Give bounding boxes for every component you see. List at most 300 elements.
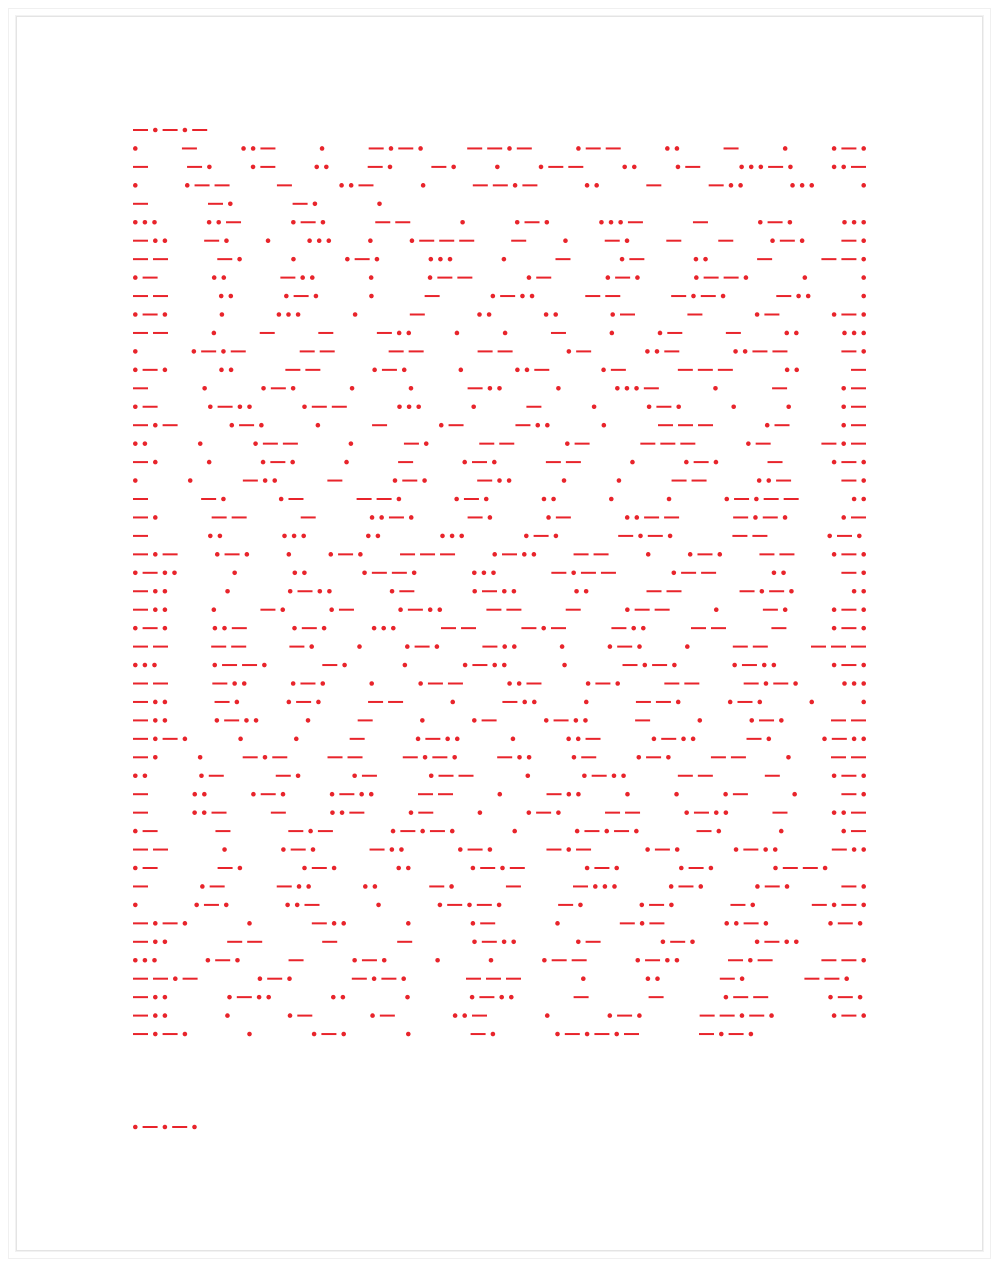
dash-mark	[459, 775, 474, 777]
dot-mark	[841, 423, 846, 428]
dot-mark	[681, 737, 686, 742]
dot-mark	[744, 275, 749, 280]
dot-mark	[488, 386, 493, 391]
dot-mark	[133, 829, 138, 834]
morse-line	[133, 1013, 866, 1018]
dot-mark	[635, 515, 640, 520]
dot-mark	[793, 681, 798, 686]
dot-mark	[212, 663, 217, 668]
dash-mark	[377, 498, 392, 500]
dash-mark	[133, 683, 148, 685]
dash-mark	[768, 221, 783, 223]
dot-mark	[133, 146, 138, 151]
dot-mark	[612, 884, 617, 889]
dot-mark	[525, 773, 530, 778]
dash-mark	[288, 830, 303, 832]
dot-mark	[784, 940, 789, 945]
dot-mark	[133, 663, 138, 668]
dot-mark	[253, 441, 258, 446]
dash-mark	[298, 590, 313, 592]
dot-mark	[462, 460, 467, 465]
dash-mark	[841, 147, 856, 149]
dot-mark	[790, 183, 795, 188]
dot-mark	[153, 589, 158, 594]
dash-mark	[594, 867, 609, 869]
dot-mark	[592, 404, 597, 409]
dot-mark	[370, 1013, 375, 1018]
dash-mark	[821, 443, 836, 445]
dash-mark	[691, 627, 706, 629]
dot-mark	[294, 737, 299, 742]
dash-mark	[499, 443, 514, 445]
dot-mark	[585, 866, 590, 871]
dot-mark	[507, 146, 512, 151]
dash-mark	[267, 978, 282, 980]
dash-mark	[209, 775, 224, 777]
dash-mark	[635, 609, 650, 611]
dot-mark	[491, 1032, 496, 1037]
dot-mark	[192, 1125, 197, 1130]
dash-mark	[759, 719, 774, 721]
dash-mark	[831, 646, 846, 648]
dash-mark	[468, 387, 483, 389]
dot-mark	[614, 866, 619, 871]
dash-mark	[841, 461, 856, 463]
dot-mark	[583, 718, 588, 723]
dot-mark	[369, 275, 374, 280]
dash-mark	[601, 572, 616, 574]
dash-mark	[555, 258, 570, 260]
dot-mark	[762, 663, 767, 668]
dot-mark	[133, 368, 138, 373]
dash-mark	[611, 627, 626, 629]
morse-line	[133, 257, 866, 262]
dot-mark	[143, 958, 148, 963]
dash-mark	[468, 849, 483, 851]
dash-mark	[566, 461, 581, 463]
dash-mark	[153, 646, 168, 648]
dot-mark	[213, 626, 218, 631]
dash-mark	[718, 369, 733, 371]
dash-mark	[260, 166, 275, 168]
dash-mark	[525, 221, 540, 223]
dot-mark	[608, 1013, 613, 1018]
dash-mark	[212, 683, 227, 685]
dot-mark	[803, 275, 808, 280]
dot-mark	[758, 220, 763, 225]
morse-line	[133, 294, 866, 299]
dot-mark	[477, 312, 482, 317]
dot-mark	[781, 571, 786, 576]
dot-mark	[601, 368, 606, 373]
dot-mark	[133, 626, 138, 631]
dash-mark	[449, 424, 464, 426]
dot-mark	[517, 755, 522, 760]
dash-mark	[841, 258, 856, 260]
dot-mark	[640, 903, 645, 908]
dot-mark	[261, 460, 266, 465]
dot-mark	[153, 737, 158, 742]
dot-mark	[440, 534, 445, 539]
dash-mark	[551, 572, 566, 574]
dash-mark	[133, 996, 148, 998]
dot-mark	[163, 700, 168, 705]
dash-mark	[232, 627, 247, 629]
dash-mark	[556, 516, 571, 518]
dot-mark	[396, 866, 401, 871]
dash-mark	[756, 443, 771, 445]
dot-mark	[828, 995, 833, 1000]
dash-mark	[780, 240, 795, 242]
dot-mark	[453, 1013, 458, 1018]
dash-mark	[201, 350, 216, 352]
dash-mark	[733, 793, 748, 795]
dot-mark	[455, 737, 460, 742]
dot-mark	[487, 312, 492, 317]
dot-mark	[509, 995, 514, 1000]
dash-mark	[231, 646, 246, 648]
dash-mark	[143, 830, 158, 832]
dash-mark	[260, 147, 275, 149]
dash-mark	[195, 184, 210, 186]
dash-mark	[635, 719, 650, 721]
dash-mark	[649, 922, 664, 924]
dash-mark	[536, 812, 551, 814]
dash-mark	[511, 240, 526, 242]
dash-mark	[572, 959, 587, 961]
dash-mark	[743, 849, 758, 851]
dash-mark	[526, 683, 541, 685]
dot-mark	[163, 1125, 168, 1130]
dot-mark	[507, 478, 512, 483]
dot-mark	[258, 976, 263, 981]
dash-mark	[441, 627, 456, 629]
dot-mark	[861, 238, 866, 243]
dot-mark	[393, 478, 398, 483]
dash-mark	[851, 166, 866, 168]
dash-mark	[551, 627, 566, 629]
morse-line	[133, 995, 862, 1000]
dot-mark	[861, 497, 866, 502]
dash-mark	[742, 664, 757, 666]
dash-mark	[701, 295, 716, 297]
dot-mark	[565, 441, 570, 446]
dash-mark	[851, 387, 866, 389]
dot-mark	[585, 183, 590, 188]
dash-mark	[294, 295, 309, 297]
dot-mark	[724, 810, 729, 815]
dash-mark	[769, 590, 784, 592]
dot-mark	[492, 663, 497, 668]
dot-mark	[322, 626, 327, 631]
dash-mark	[261, 793, 276, 795]
dot-mark	[861, 663, 866, 668]
dash-mark	[204, 904, 219, 906]
dot-mark	[309, 644, 314, 649]
dash-mark	[133, 756, 148, 758]
dot-mark	[198, 441, 203, 446]
dash-mark	[380, 1015, 395, 1017]
dot-mark	[391, 829, 396, 834]
dot-mark	[406, 331, 411, 336]
dash-mark	[312, 922, 327, 924]
dot-mark	[666, 755, 671, 760]
dot-mark	[220, 312, 225, 317]
dot-mark	[308, 829, 313, 834]
dot-mark	[183, 921, 188, 926]
dot-mark	[556, 810, 561, 815]
dash-mark	[482, 719, 497, 721]
dash-mark	[566, 609, 581, 611]
dot-mark	[133, 349, 138, 354]
dot-mark	[458, 847, 463, 852]
dash-mark	[649, 996, 664, 998]
dash-mark	[182, 147, 197, 149]
dot-mark	[389, 146, 394, 151]
dot-mark	[429, 773, 434, 778]
dash-mark	[664, 350, 679, 352]
dot-mark	[852, 847, 857, 852]
dash-mark	[192, 129, 207, 131]
dash-mark	[382, 369, 397, 371]
morse-line	[133, 183, 866, 188]
dot-mark	[402, 368, 407, 373]
dash-mark	[586, 738, 601, 740]
dot-mark	[734, 847, 739, 852]
dot-mark	[530, 294, 535, 299]
dash-mark	[628, 221, 643, 223]
dot-mark	[691, 294, 696, 299]
dot-mark	[717, 829, 722, 834]
dot-mark	[828, 921, 833, 926]
dash-mark	[765, 885, 780, 887]
dash-mark	[431, 166, 446, 168]
dash-mark	[592, 775, 607, 777]
dot-mark	[153, 1013, 158, 1018]
dot-mark	[576, 146, 581, 151]
dot-mark	[352, 958, 357, 963]
dot-mark	[645, 349, 650, 354]
dash-mark	[667, 590, 682, 592]
dot-mark	[672, 663, 677, 668]
dash-mark	[500, 295, 515, 297]
morse-line	[133, 681, 866, 686]
dot-mark	[409, 810, 414, 815]
dot-mark	[502, 257, 507, 262]
dot-mark	[542, 958, 547, 963]
dash-mark	[841, 775, 856, 777]
dot-mark	[520, 294, 525, 299]
dot-mark	[861, 294, 866, 299]
dot-mark	[694, 275, 699, 280]
dot-mark	[861, 607, 866, 612]
dash-mark	[841, 553, 856, 555]
dot-mark	[511, 940, 516, 945]
dash-mark	[409, 350, 424, 352]
dash-mark	[841, 664, 856, 666]
dot-mark	[207, 220, 212, 225]
dash-mark	[429, 885, 444, 887]
dot-mark	[721, 294, 726, 299]
dot-mark	[435, 644, 440, 649]
dot-mark	[861, 460, 866, 465]
morse-line	[133, 810, 866, 815]
dot-mark	[563, 238, 568, 243]
dash-mark	[133, 203, 148, 205]
dash-mark	[448, 683, 463, 685]
dash-mark	[133, 240, 148, 242]
dot-mark	[163, 607, 168, 612]
dot-mark	[163, 238, 168, 243]
dot-mark	[470, 995, 475, 1000]
dot-mark	[287, 976, 292, 981]
dot-mark	[244, 718, 249, 723]
dot-mark	[832, 146, 837, 151]
dot-mark	[676, 165, 681, 170]
dash-mark	[133, 590, 148, 592]
dot-mark	[554, 534, 559, 539]
dot-mark	[219, 368, 224, 373]
dot-mark	[754, 497, 759, 502]
dot-mark	[397, 331, 402, 336]
dash-mark	[321, 1033, 336, 1035]
dash-mark	[163, 922, 178, 924]
dash-mark	[457, 277, 472, 279]
dash-mark	[534, 369, 549, 371]
dot-mark	[330, 810, 335, 815]
dot-mark	[610, 312, 615, 317]
dot-mark	[376, 903, 381, 908]
dot-mark	[328, 552, 333, 557]
dash-mark	[296, 701, 311, 703]
morse-line	[133, 847, 866, 852]
dot-mark	[861, 571, 866, 576]
dot-mark	[345, 257, 350, 262]
dot-mark	[832, 552, 837, 557]
dash-mark	[644, 387, 659, 389]
dash-mark	[320, 350, 335, 352]
dot-mark	[495, 165, 500, 170]
dot-mark	[416, 737, 421, 742]
dot-mark	[841, 165, 846, 170]
dot-mark	[192, 349, 197, 354]
dash-mark	[640, 443, 655, 445]
dash-mark	[680, 443, 695, 445]
dash-mark	[467, 147, 482, 149]
dot-mark	[512, 829, 517, 834]
dot-mark	[376, 534, 381, 539]
dash-mark	[301, 516, 316, 518]
dot-mark	[251, 792, 256, 797]
dot-mark	[341, 995, 346, 1000]
dot-mark	[852, 589, 857, 594]
dot-mark	[410, 238, 415, 243]
morse-line	[133, 441, 866, 446]
dash-mark	[652, 664, 667, 666]
dash-mark	[521, 627, 536, 629]
dash-mark	[153, 295, 168, 297]
dash-mark	[700, 1015, 715, 1017]
dot-mark	[329, 607, 334, 612]
dash-mark	[733, 516, 748, 518]
dash-mark	[239, 424, 254, 426]
dash-mark	[430, 830, 445, 832]
dot-mark	[238, 737, 243, 742]
dot-mark	[764, 681, 769, 686]
dot-mark	[618, 220, 623, 225]
dash-mark	[586, 147, 601, 149]
dot-mark	[576, 792, 581, 797]
dot-mark	[585, 1032, 590, 1037]
dot-mark	[242, 681, 247, 686]
dash-mark	[841, 350, 856, 352]
dash-mark	[573, 885, 588, 887]
dot-mark	[459, 368, 464, 373]
dot-mark	[724, 995, 729, 1000]
dot-mark	[192, 792, 197, 797]
dash-mark	[133, 129, 148, 131]
dot-mark	[717, 552, 722, 557]
dot-mark	[788, 220, 793, 225]
dash-mark	[352, 978, 367, 980]
dash-mark	[224, 719, 239, 721]
dot-mark	[625, 607, 630, 612]
dot-mark	[375, 257, 380, 262]
dot-mark	[306, 884, 311, 889]
dot-mark	[832, 165, 837, 170]
dot-mark	[772, 571, 777, 576]
dot-mark	[622, 165, 627, 170]
morse-line	[133, 829, 866, 834]
morse-line	[133, 220, 866, 225]
dot-mark	[796, 294, 801, 299]
dot-mark	[221, 497, 226, 502]
dot-mark	[728, 700, 733, 705]
dot-mark	[259, 423, 264, 428]
dot-mark	[382, 958, 387, 963]
dot-mark	[525, 368, 530, 373]
dash-mark	[684, 683, 699, 685]
dash-mark	[464, 498, 479, 500]
dot-mark	[405, 644, 410, 649]
dot-mark	[133, 958, 138, 963]
dot-mark	[293, 571, 298, 576]
dot-mark	[861, 183, 866, 188]
dash-mark	[133, 387, 148, 389]
dot-mark	[844, 976, 849, 981]
dash-mark	[697, 553, 712, 555]
dash-mark	[752, 350, 767, 352]
dash-mark	[447, 904, 462, 906]
dash-mark	[758, 959, 773, 961]
dash-mark	[585, 295, 600, 297]
dash-mark	[297, 1015, 312, 1017]
dot-mark	[685, 644, 690, 649]
dot-mark	[399, 847, 404, 852]
morse-line	[133, 1032, 753, 1037]
dot-mark	[153, 755, 158, 760]
dash-mark	[681, 572, 696, 574]
dash-mark	[747, 738, 762, 740]
dot-mark	[575, 829, 580, 834]
dot-mark	[484, 497, 489, 502]
dot-mark	[779, 718, 784, 723]
dot-mark	[215, 552, 220, 557]
morse-line	[133, 607, 866, 612]
dash-mark	[753, 996, 768, 998]
dash-mark	[493, 184, 508, 186]
dot-mark	[406, 1032, 411, 1037]
